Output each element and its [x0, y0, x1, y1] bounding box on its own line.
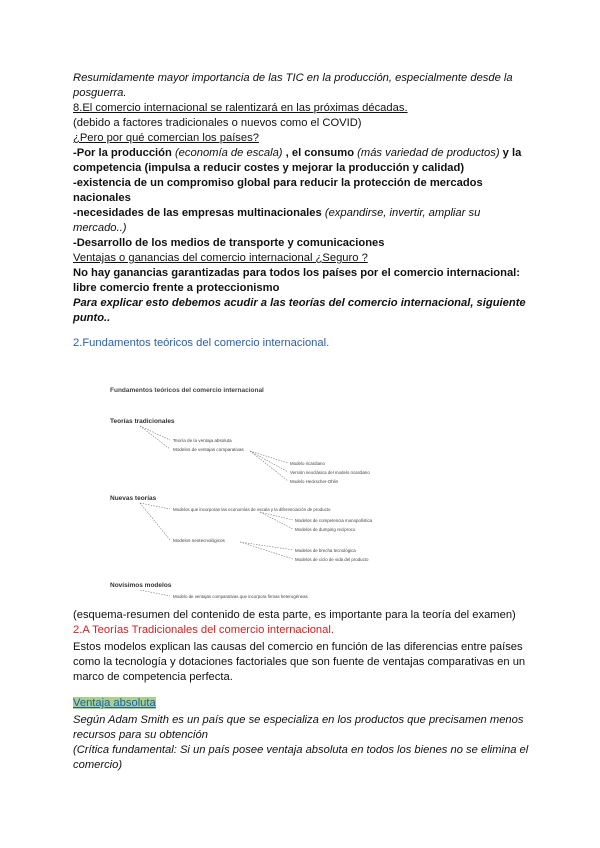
gains-question: Ventajas o ganancias del comercio internacional ¿Seguro ?	[73, 252, 368, 264]
summary-line-1: Resumidamente mayor importancia de las TIC en la producción, especialmente desde la	[73, 72, 513, 84]
diagram-new-2: Modelos neotecnológicos	[173, 538, 225, 543]
reason-global-commitment: -existencia de un compromiso global para reducir la protección de mercados	[73, 177, 483, 189]
question-heading: ¿Pero por qué comercian los países?	[73, 132, 259, 144]
absolute-advantage-title: Ventaja absoluta	[73, 697, 156, 709]
section-2-title: 2.Fundamentos teóricos del comercio internacional.	[73, 337, 330, 349]
diagram-new-2b: Modelos de ciclo de vida del producto	[295, 557, 369, 562]
diagram-new-2a: Modelos de brecha tecnológica	[295, 548, 356, 553]
smith-line-2: recursos para su obtención	[73, 729, 208, 741]
reason-global-commitment-cont: nacionales	[73, 192, 131, 204]
multinationals-label: -necesidades de las empresas multinacionales	[73, 207, 325, 219]
diagram-title: Fundamentos teóricos del comercio internacional	[110, 387, 264, 394]
critique-line-1: (Crítica fundamental: Si un país posee ventaja absoluta en todos los bienes no se elimina el	[73, 744, 529, 756]
no-gains-line-2: libre comercio frente a proteccionismo	[73, 282, 280, 294]
theory-diagram	[110, 380, 430, 605]
diagram-newest-1: Modelo de ventajas comparativas que incorpora firmas heterogéneas	[173, 594, 308, 599]
point-8: 8.El comercio internacional se ralentizará en las próximas décadas.	[73, 102, 408, 114]
absolute-advantage-heading	[73, 696, 553, 711]
multinationals-note-cont: mercado..)	[73, 222, 127, 234]
variety-note: (más variedad de productos)	[357, 147, 500, 159]
reason-transport: -Desarrollo de los medios de transporte y comunicaciones	[73, 237, 385, 249]
diagram-newest: Novísimos modelos	[110, 582, 172, 589]
diagram-trad-1: Teoría de la ventaja absoluta	[173, 438, 232, 443]
diagram-note: (esquema-resumen del contenido de esta parte, es importante para la teoría del examen)	[73, 609, 516, 621]
reason-multinationals	[73, 206, 553, 221]
diagram-trad-2c: Modelo Heckscher-Ohlin	[290, 479, 339, 484]
diagram-traditional-connectors	[140, 426, 288, 481]
scale-economy-note: (economía de escala)	[174, 147, 283, 159]
diagram-trad-2a: Modelo ricardiano	[290, 461, 325, 466]
diagram-new-1a: Modelos de competencia monopolística	[295, 518, 373, 523]
reason-consumption-label: , el consumo	[282, 147, 358, 159]
point-8-note: (debido a factores tradicionales o nuevos como el COVID)	[73, 117, 362, 129]
diagram-new-1b: Modelos de dumping recíproco	[295, 527, 356, 532]
diagram-trad-2: Modelos de ventajas comparativas	[173, 447, 244, 452]
explain-line-1: Para explicar esto debemos acudir a las teorías del comercio internacional, siguiente	[73, 297, 526, 309]
section-2a-title: 2.A Teorías Tradicionales del comercio internacional.	[73, 624, 334, 636]
critique-line-2: comercio)	[73, 759, 123, 771]
reason-and: y la	[499, 147, 522, 159]
diagram-trad-2b: Versión neoclásica del modelo ricardiano	[290, 470, 370, 475]
reason-production	[73, 146, 553, 161]
no-gains-line-1: No hay ganancias garantizadas para todos los países por el comercio internacional:	[73, 267, 521, 279]
diagram-traditional: Teorías tradicionales	[110, 418, 175, 425]
reason-competition: competencia (impulsa a reducir costes y mejorar la producción y calidad)	[73, 162, 465, 174]
intro-line-1: Estos modelos explican las causas del comercio en función de las diferencias entre países	[73, 641, 523, 653]
reason-production-label: -Por la producción	[73, 147, 175, 159]
multinationals-note: (expandirse, invertir, ampliar su	[324, 207, 481, 219]
diagram-newest-connectors	[140, 590, 170, 596]
explain-line-2: punto..	[73, 312, 111, 324]
smith-line-1: Según Adam Smith es un país que se especializa en los productos que precisamen menos	[73, 714, 524, 726]
intro-line-2: como la tecnología y dotaciones factoriales que son fuente de ventajas comparativas en un	[73, 656, 526, 668]
intro-line-3: marco de competencia perfecta.	[73, 671, 233, 683]
diagram-new-1: Modelos que incorporan las economías de escala y la diferenciación de producto	[173, 507, 331, 512]
diagram-new: Nuevas teorías	[110, 495, 157, 502]
summary-line-2: posguerra.	[73, 87, 127, 99]
